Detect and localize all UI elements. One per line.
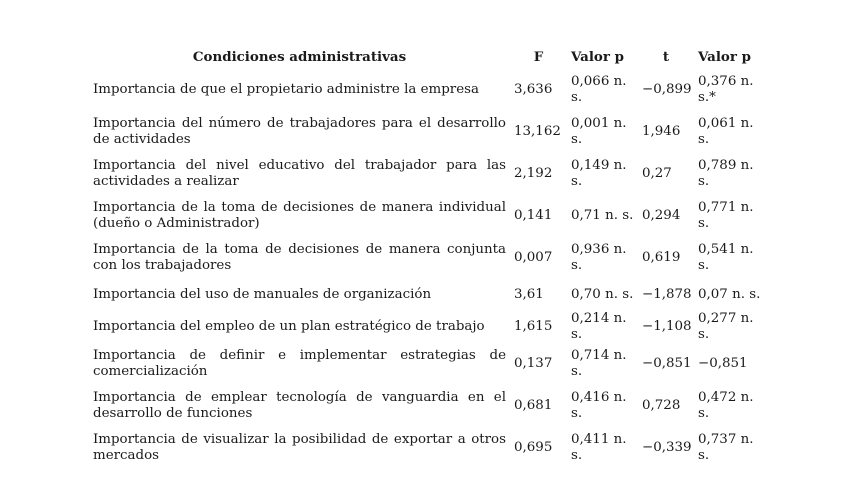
- p-value-1-cell: 0,066 n. s.: [571, 74, 627, 105]
- p-value-1-cell: 0,214 n. s.: [571, 311, 627, 342]
- t-value-cell: −1,108: [642, 319, 692, 334]
- header-p-value-1: Valor p: [571, 49, 624, 65]
- condition-cell: Importancia de definir e implementar estrategias de comercialización: [93, 348, 506, 379]
- p-value-2-cell: 0,376 n. s.*: [698, 74, 754, 105]
- p-value-2-cell: 0,277 n. s.: [698, 311, 754, 342]
- condition-cell: Importancia de que el propietario administre la empresa: [93, 82, 479, 97]
- p-value-1-cell: 0,411 n. s.: [571, 432, 627, 463]
- condition-cell: Importancia del número de trabajadores para el desarrollo de actividades: [93, 116, 506, 147]
- f-value-cell: 3,61: [514, 287, 544, 302]
- t-value-cell: 0,27: [642, 166, 672, 181]
- t-value-cell: 0,294: [642, 208, 681, 223]
- condition-cell: Importancia del uso de manuales de organización: [93, 287, 432, 302]
- p-value-1-cell: 0,001 n. s.: [571, 116, 627, 147]
- p-value-2-cell: 0,541 n. s.: [698, 242, 754, 273]
- table-row: [89, 237, 769, 279]
- condition-cell: Importancia del nivel educativo del trabajador para las actividades a realizar: [93, 158, 506, 189]
- header-f: F: [533, 49, 544, 65]
- f-value-cell: 2,192: [514, 166, 553, 181]
- p-value-2-cell: 0,472 n. s.: [698, 390, 754, 421]
- p-value-2-cell: −0,851: [698, 356, 748, 371]
- table-body: [89, 69, 769, 469]
- t-value-cell: 0,728: [642, 398, 681, 413]
- condition-cell: Importancia de la toma de decisiones de manera conjunta con los trabajadores: [93, 242, 506, 273]
- p-value-1-cell: 0,714 n. s.: [571, 348, 627, 379]
- t-value-cell: −1,878: [642, 287, 692, 302]
- table-row: [89, 427, 769, 469]
- p-value-2-cell: 0,771 n. s.: [698, 200, 754, 231]
- f-value-cell: 0,137: [514, 356, 553, 371]
- header-row: [89, 45, 769, 69]
- condition-cell: Importancia del empleo de un plan estratégico de trabajo: [93, 319, 485, 334]
- t-value-cell: −0,899: [642, 82, 692, 97]
- table-row: [89, 343, 769, 385]
- condition-cell: Importancia de emplear tecnología de vanguardia en el desarrollo de funciones: [93, 390, 506, 421]
- t-value-cell: 1,946: [642, 124, 681, 139]
- table-row: [89, 111, 769, 153]
- table-row: [89, 153, 769, 195]
- p-value-1-cell: 0,70 n. s.: [571, 287, 634, 302]
- header-condition: Condiciones administrativas: [192, 49, 407, 65]
- p-value-2-cell: 0,789 n. s.: [698, 158, 754, 189]
- f-value-cell: 0,141: [514, 208, 553, 223]
- statistics-table: [89, 45, 769, 469]
- table-row: [89, 279, 769, 311]
- t-value-cell: 0,619: [642, 250, 681, 265]
- p-value-2-cell: 0,07 n. s.: [698, 287, 761, 302]
- f-value-cell: 0,695: [514, 440, 553, 455]
- condition-cell: Importancia de la toma de decisiones de manera individual (dueño o Administrador): [93, 200, 506, 231]
- table-row: [89, 385, 769, 427]
- f-value-cell: 1,615: [514, 319, 553, 334]
- f-value-cell: 0,007: [514, 250, 553, 265]
- header-t: t: [662, 49, 670, 65]
- p-value-2-cell: 0,737 n. s.: [698, 432, 754, 463]
- table-row: [89, 69, 769, 111]
- f-value-cell: 13,162: [514, 124, 561, 139]
- header-p-value-2: Valor p: [698, 49, 751, 65]
- p-value-1-cell: 0,416 n. s.: [571, 390, 627, 421]
- p-value-1-cell: 0,149 n. s.: [571, 158, 627, 189]
- p-value-1-cell: 0,71 n. s.: [571, 208, 634, 223]
- p-value-1-cell: 0,936 n. s.: [571, 242, 627, 273]
- condition-cell: Importancia de visualizar la posibilidad de exportar a otros mercados: [93, 432, 506, 463]
- table-row: [89, 195, 769, 237]
- t-value-cell: −0,339: [642, 440, 692, 455]
- p-value-2-cell: 0,061 n. s.: [698, 116, 754, 147]
- t-value-cell: −0,851: [642, 356, 692, 371]
- f-value-cell: 0,681: [514, 398, 553, 413]
- f-value-cell: 3,636: [514, 82, 553, 97]
- table-row: [89, 311, 769, 343]
